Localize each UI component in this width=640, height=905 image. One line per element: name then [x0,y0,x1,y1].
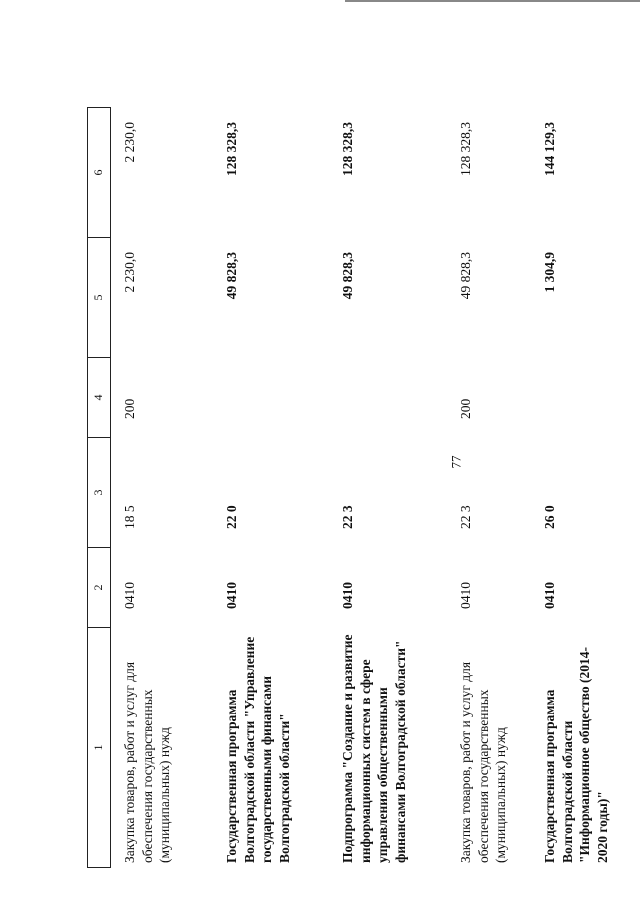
row-name: Закупка товаров, работ и услуг для обеспечения государственных (муниципальных) нужд [122,661,173,863]
row-type: 200 [122,398,137,419]
row-target: 22 3 [458,505,473,529]
row-section: 0410 [122,582,137,609]
header-col-6: 6 [88,108,111,238]
row-value-5: 49 828,3 [340,252,355,300]
row-value-5: 2 230,0 [122,252,137,293]
row-value-6: 2 230,0 [122,122,137,163]
row-value-6: 144 129,3 [542,122,557,176]
row-name: Закупка товаров, работ и услуг для обеспечения государственных (муниципальных) нужд [458,661,509,863]
table-header [88,108,111,868]
row-name: Государственная программа Волгоградской области "Информационное общество (2014-2020 годы)" [542,647,610,863]
table-row [329,108,447,868]
table-row [213,108,329,868]
page-number: 77 [448,455,464,469]
row-value-6: 128 328,3 [340,122,355,176]
header-col-2: 2 [88,548,111,628]
row-target: 18 5 [122,505,137,529]
header-col-1: 1 [88,628,111,868]
header-col-3: 3 [88,438,111,548]
rotated-table-frame [87,108,610,868]
row-type [531,358,617,438]
row-value-5: 49 828,3 [458,252,473,300]
header-col-5: 5 [88,238,111,358]
row-value-5: 49 828,3 [224,252,239,300]
header-col-4: 4 [88,358,111,438]
row-type [329,358,447,438]
budget-table [87,107,617,868]
top-rule [345,0,640,2]
table-row [111,108,214,868]
header-row [88,108,111,868]
row-section: 0410 [458,582,473,609]
table-body [111,108,618,868]
table-row [447,108,531,868]
row-target: 22 3 [340,505,355,529]
row-name: Государственная программа Волгоградской области "Управление государственными финансами Волгоградской области" [224,636,292,863]
row-section: 0410 [542,582,557,609]
row-target: 26 0 [542,505,557,529]
row-type [213,358,329,438]
row-value-5: 1 304,9 [542,252,557,293]
row-type: 200 [458,398,473,419]
row-value-6: 128 328,3 [224,122,239,176]
table-container [87,108,640,863]
row-section: 0410 [224,582,239,609]
table-row [531,108,617,868]
row-target: 22 0 [224,505,239,529]
row-section: 0410 [340,582,355,609]
row-name: Подпрограмма "Создание и развитие информационных систем в сфере управления общественными финансами Волгоградской области" [340,634,408,863]
row-value-6: 128 328,3 [458,122,473,176]
